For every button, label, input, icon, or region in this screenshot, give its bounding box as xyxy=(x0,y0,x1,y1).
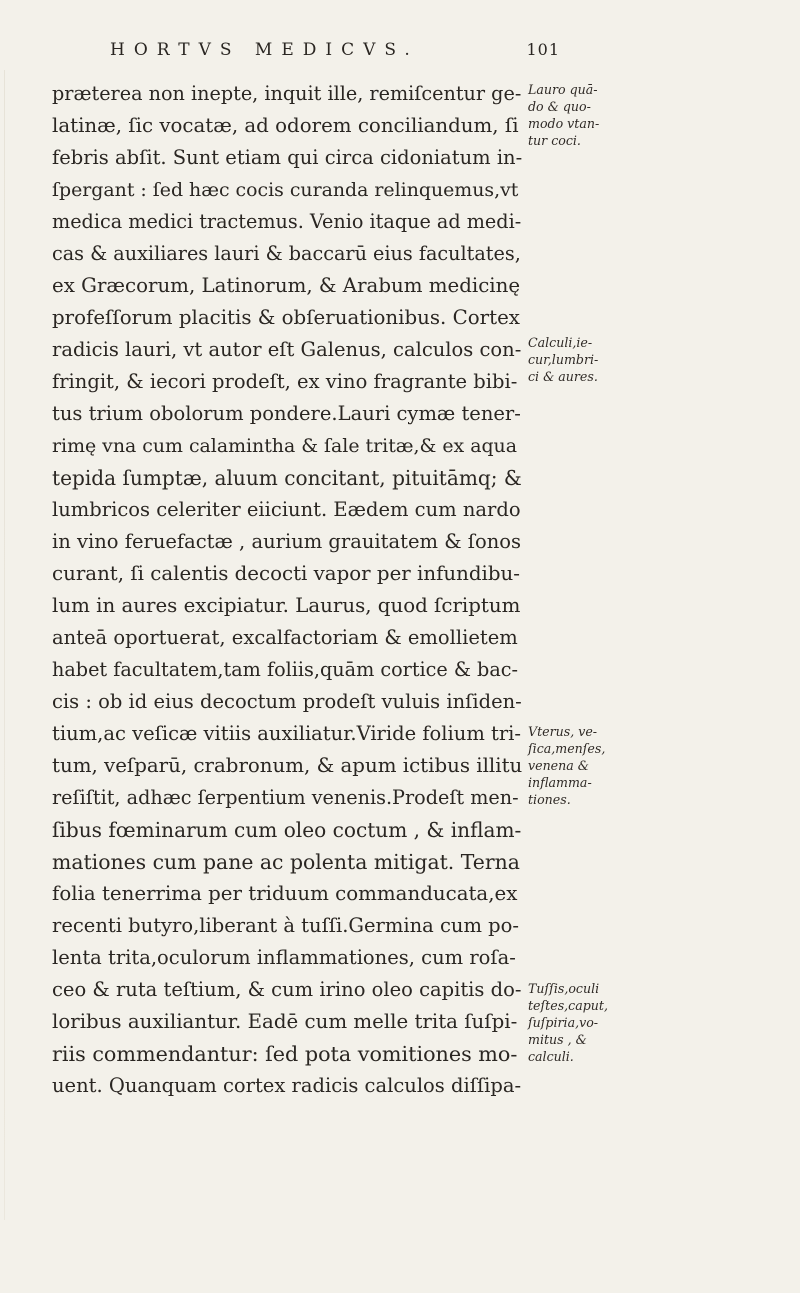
text-line: latinӕ, ſic vocatӕ, ad odorem conciliandum, ſi xyxy=(52,114,519,137)
page-number: 101 xyxy=(526,40,560,59)
marginal-note-line: Tuſſis,oculi xyxy=(528,981,600,996)
marginal-note-line: venena & xyxy=(528,758,589,773)
text-line: curant, ſi calentis decocti vapor per infundibu- xyxy=(52,562,520,585)
marginal-note-line: tur coci. xyxy=(528,133,581,148)
text-line: recenti butyro,liberant à tuſſi.Germina cum po- xyxy=(52,914,519,937)
running-header xyxy=(110,40,560,60)
text-line: reſiſtit, adhӕc ſerpentium venenis.Prodeſt men- xyxy=(52,786,519,809)
text-line: habet facultatem,tam foliis,quām cortice & bac- xyxy=(52,658,519,681)
text-line: loribus auxiliantur. Eadē cum melle trita ſuſpi- xyxy=(52,1010,518,1033)
marginal-note-line: tiones. xyxy=(528,792,571,807)
marginal-note-line: Lauro quā- xyxy=(528,82,598,97)
page-edge xyxy=(4,70,5,1220)
marginal-note-line: mitus , & xyxy=(528,1032,587,1047)
text-line: rimę vna cum calamintha & ſale tritӕ,& ex aqua xyxy=(52,435,517,457)
marginal-note-line: Vterus, ve- xyxy=(528,724,598,739)
text-line: radicis lauri, vt autor eſt Galenus, calculos con- xyxy=(52,338,522,361)
marginal-note xyxy=(528,723,608,808)
marginal-note-line: inflamma- xyxy=(528,775,592,790)
text-line: prӕterea non inepte, inquit ille, remiſcentur ge- xyxy=(52,82,522,105)
text-line: febris abſit. Sunt etiam qui circa cidoniatum in- xyxy=(52,146,523,169)
text-line: cas & auxiliares lauri & baccarū eius facultates, xyxy=(52,242,521,265)
marginal-note-line: teſtes,caput, xyxy=(528,998,608,1013)
text-line: fringit, & iecori prodeſt, ex vino fragrante bibi- xyxy=(52,370,518,393)
text-line: ſpergant : ſed hӕc cocis curanda relinquemus,vt xyxy=(52,179,519,201)
text-line: ex Grӕcorum, Latinorum, & Arabum medicinę xyxy=(52,274,521,297)
marginal-note xyxy=(528,81,608,149)
marginal-note xyxy=(528,334,608,385)
text-line: in vino feruefactӕ , aurium grauitatem & ſonos xyxy=(52,530,522,553)
text-line: tium,ac veſicӕ vitiis auxiliatur.Viride folium tri- xyxy=(52,722,521,745)
text-line: lenta trita,oculorum inflammationes, cum roſa- xyxy=(52,946,516,969)
text-line: lumbricos celeriter eiiciunt. Eӕdem cum nardo xyxy=(52,498,521,521)
marginal-note-line: ci & aures. xyxy=(528,369,598,384)
marginal-note-line: modo vtan- xyxy=(528,116,600,131)
text-line: tepida ſumptӕ, aluum concitant, pituitāmq; & xyxy=(52,466,522,490)
text-line: riis commendantur: ſed pota vomitiones mo- xyxy=(52,1042,518,1066)
marginal-note-line: ſica,menſes, xyxy=(528,741,606,756)
text-line: cis : ob id eius decoctum prodeſt vuluis inſiden- xyxy=(52,690,522,713)
text-line: profeſſorum placitis & obſeruationibus. Cortex xyxy=(52,306,520,329)
text-line: uent. Quanquam cortex radicis calculos diſſipa- xyxy=(52,1074,522,1097)
main-text xyxy=(52,78,522,1102)
marginal-note-line: cur,lumbri- xyxy=(528,352,599,367)
text-line: tum, veſparū, crabronum, & apum ictibus illitu xyxy=(52,754,523,777)
text-line: folia tenerrima per triduum commanducata,ex xyxy=(52,882,518,905)
text-line: lum in aures excipiatur. Laurus, quod ſcriptum xyxy=(52,594,521,617)
text-line: ſibus fœminarum cum oleo coctum , & inflam- xyxy=(52,818,522,842)
text-line: anteā oportuerat, excalfactoriam & emollietem xyxy=(52,626,518,649)
marginal-note-line: ſuſpiria,vo- xyxy=(528,1015,599,1030)
running-title: HORTVS MEDICVS. xyxy=(110,40,419,60)
marginal-note-line: do & quo- xyxy=(528,99,591,114)
text-line: ceo & ruta teſtium, & cum irino oleo capitis do- xyxy=(52,978,522,1001)
marginal-note xyxy=(528,980,608,1065)
text-line: tus trium obolorum pondere.Lauri cymӕ tener- xyxy=(52,402,521,425)
marginal-note-line: calculi. xyxy=(528,1049,574,1064)
marginal-note-line: Calculi,ie- xyxy=(528,335,593,350)
text-line: mationes cum pane ac polenta mitigat. Terna xyxy=(52,850,520,874)
text-line: medica medici tractemus. Venio itaque ad medi- xyxy=(52,210,522,233)
